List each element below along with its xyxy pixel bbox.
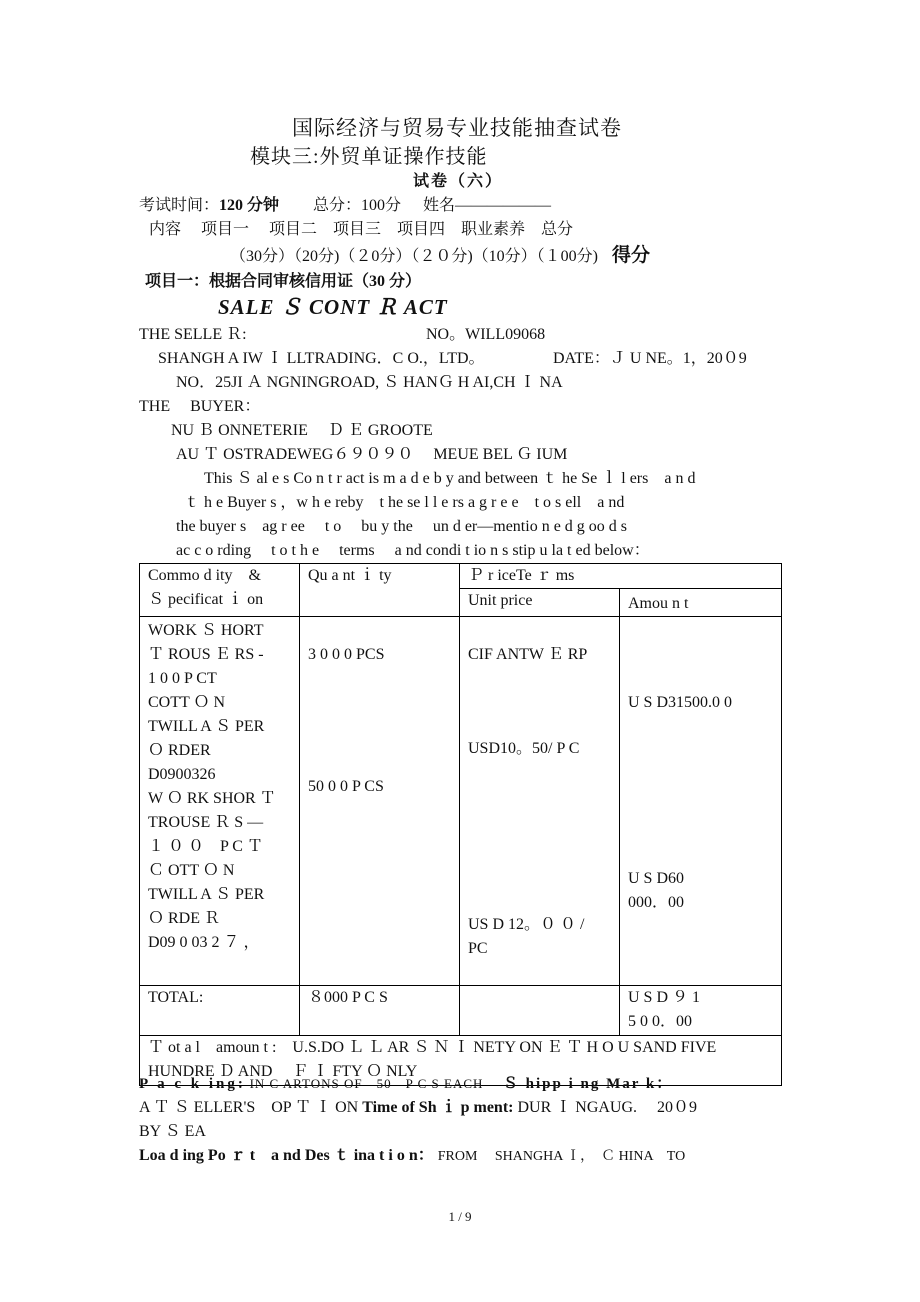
loading-label: Loa d ing Po ｒ t a nd Des ｔ ina t i o n： <box>139 1147 434 1164</box>
commodity-item: W Ｏ RK SHOR Ｔ TROUSE Ｒ S — １ ０ ０ P C Ｔ Ｃ OTT Ｏ N TWILL A Ｓ PER Ｏ RDE Ｒ D09 0 03 2 ７ ， <box>148 790 276 951</box>
shipment-method: BY Ｓ EA <box>139 1123 206 1140</box>
packing-line <box>139 1074 673 1094</box>
header-price-terms: Ｐ r iceTe ｒ ms <box>460 564 782 589</box>
unit-price-cell <box>460 617 620 986</box>
seller-label: THE SELLE Ｒ: <box>139 326 247 343</box>
contract-number: NO。WILL09068 <box>426 326 546 343</box>
exam-time-value: 120 分钟 <box>219 197 280 214</box>
header-commodity: Commo d ity & Ｓ pecificat ｉ on <box>140 564 300 617</box>
total-row <box>140 986 782 1036</box>
table-row <box>140 617 782 986</box>
quantity-item: 50 0 0 P CS <box>308 778 384 795</box>
seller-address: NO．25JI Ａ NGNINGROAD, Ｓ HANＧ H AI,CH Ｉ NA <box>176 374 563 391</box>
header-unit-price: Unit price <box>460 589 620 617</box>
preamble-line: ｔ h e Buyer s ，w h e reby t he se l l e rs a g r e e t o s ell a nd <box>184 494 625 511</box>
quantity-cell <box>300 617 460 986</box>
price-term: CIF ANTW Ｅ RP <box>468 646 588 663</box>
unit-price-item: US D 12。０ ０ / PC <box>468 916 585 957</box>
contract-title: SALE Ｓ CONT Ｒ ACT <box>218 295 448 319</box>
module-title: 模块三:外贸单证操作技能 <box>250 146 488 168</box>
page-number: 1 / 9 <box>448 1209 472 1224</box>
total-score-label: 总分：100分 <box>313 197 402 214</box>
shipping-mark-label: Ｓ hipp i ng Mar k： <box>502 1076 674 1092</box>
total-amount-words: Ｔ ot a l amoun t : U.S.DO Ｌ Ｌ AR Ｓ Ｎ Ｉ NETY ON Ｅ Ｔ H O U SAND FIVE HUNDRE Ｄ AND Ｆ Ｉ FTY Ｏ NLY <box>140 1036 782 1086</box>
total-amount: U S D ９ 1 5 0 0．00 <box>620 986 782 1036</box>
section-heading: 项目一：根据合同审核信用证（30 分） <box>145 273 422 290</box>
amount-item: U S D60 000．00 <box>628 870 685 911</box>
score-label: 得分 <box>612 245 651 266</box>
commodity-item: WORK Ｓ HORT Ｔ ROUS Ｅ RS - 1 0 0 P CT COTT Ｏ N TWILL A Ｓ PER Ｏ RDER D0900326 <box>148 622 265 783</box>
shipping-mark-value: A Ｔ Ｓ ELLER'S OP Ｔ Ｉ ON <box>139 1099 359 1116</box>
amount-cell <box>620 617 782 986</box>
exam-time-label: 考试时间： <box>139 197 220 214</box>
total-quantity: ８000 P C S <box>300 986 460 1036</box>
total-label: TOTAL: <box>140 986 300 1036</box>
amount-item: U S D31500.0 0 <box>628 694 733 711</box>
buyer-label: THE BUYER： <box>139 398 261 415</box>
commodity-cell <box>140 617 300 986</box>
score-row-points: （30分）（20分)（２0分）（２０分)（10分）（１00分) <box>230 248 598 265</box>
buyer-name: NU Ｂ ONNETERIE Ｄ Ｅ GROOTE <box>171 422 433 439</box>
header-amount: Amou n t <box>620 589 782 617</box>
loading-line <box>139 1146 685 1167</box>
packing-label: P a c k ing: <box>139 1076 246 1092</box>
quantity-item: 3 0 0 0 PCS <box>308 646 385 663</box>
loading-value: FROM SHANGHA Ｉ， Ｃ HINA TO <box>437 1149 686 1164</box>
exam-info-line <box>139 196 551 216</box>
score-row-points-line <box>230 246 650 267</box>
header-quantity: Qu a nt ｉ ty <box>300 564 460 617</box>
preamble-line: ac c o rding t o t h e terms a nd condi t io n s stip u la t ed below： <box>176 542 650 559</box>
name-field-label: 姓名—————— <box>423 197 552 214</box>
shipping-line <box>139 1098 697 1118</box>
contract-date: DATE：Ｊ U NE。1，20０9 <box>553 350 747 367</box>
packing-value: IN C ARTONS OF 50 P C S EACH <box>249 1076 484 1091</box>
unit-price-item: USD10。50/ P C <box>468 740 580 757</box>
buyer-address: AU Ｔ OSTRADEWEG６９０９０ MEUE BEL Ｇ IUM <box>176 446 568 463</box>
preamble-line: the buyer s ag r ee t o bu y the un d er—mentio n e d g oo d s <box>176 518 628 535</box>
score-row-items: 内容 项目一 项目二 项目三 项目四 职业素养 总分 <box>149 221 574 238</box>
preamble-line: This Ｓ al e s Co n t r act is m a d e b y and between ｔ he Se ｌ l ers a n d <box>204 470 696 487</box>
contract-table <box>139 563 782 1086</box>
document-title: 国际经济与贸易专业技能抽查试卷 <box>292 116 622 140</box>
shipment-value: DUR Ｉ NGAUG. 20０9 <box>517 1099 698 1116</box>
paper-title: 试卷（六） <box>413 173 504 190</box>
shipment-label: Time of Sh ｉ p ment: <box>362 1099 514 1116</box>
seller-name: SHANGH A IW Ｉ LLTRADING．C O.，LTD。 <box>158 350 485 367</box>
